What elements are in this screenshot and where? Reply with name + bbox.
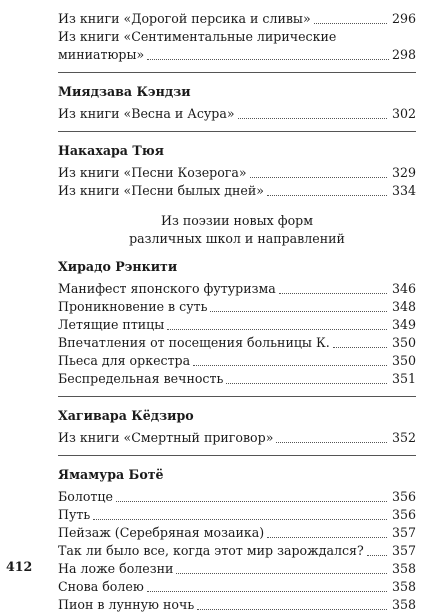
dot-leader [238,118,387,119]
toc-entry-title: Из книги «Песни былых дней» [58,183,264,198]
dot-leader [210,311,387,312]
page-number: 412 [6,559,33,574]
dot-leader [367,555,387,556]
dot-leader [226,383,387,384]
toc-entry [58,182,416,200]
toc-entry-page: 296 [391,11,416,26]
toc-entry-title: Манифест японского футуризма [58,281,276,296]
section-heading-line1: Из поэзии новых форм [160,213,314,228]
toc-entry-title: На ложе болезни [58,561,174,576]
divider [58,455,416,456]
toc-entry-page: 334 [391,183,416,198]
toc-entry-title: Проникновение в суть [58,299,208,314]
toc-entry-page: 356 [391,507,416,522]
toc-entry-page: 358 [391,561,416,576]
dot-leader [279,293,387,294]
divider [58,131,416,132]
toc-entry [58,370,416,388]
toc-entry [58,596,416,614]
toc-entry-page: 346 [391,281,416,296]
toc-entry [58,10,416,28]
divider [58,396,416,397]
author-heading: Накахара Тюя [58,143,164,158]
toc-entry-title: Из книги «Смертный приговор» [58,430,274,445]
toc-entry-page: 358 [391,597,416,612]
dot-leader [193,365,387,366]
toc-entry-page: 350 [391,335,416,350]
dot-leader [147,591,387,592]
toc-entry [58,506,416,524]
author-heading: Ямамура Ботё [58,467,164,482]
toc-entry-page: 350 [391,353,416,368]
toc-entry-title: Впечатления от посещения больницы К. [58,335,330,350]
toc-entry-page: 352 [391,430,416,445]
toc-entry [58,429,416,447]
toc-entry [58,352,416,370]
dot-leader [176,573,387,574]
toc-entry-title-line2: миниатюры» [58,47,145,62]
author-heading: Хагивара Кёдзиро [58,408,194,423]
toc-entry [58,578,416,596]
toc-entry [58,46,416,64]
toc-entry-page: 357 [391,525,416,540]
toc-entry-page: 351 [391,371,416,386]
toc-entry [58,164,416,182]
dot-leader [267,537,387,538]
toc-entry [58,488,416,506]
toc-entry-title: Так ли было все, когда этот мир зарождался? [58,543,364,558]
section-heading [58,212,416,248]
toc-entry-page: 329 [391,165,416,180]
dot-leader [333,347,387,348]
divider [58,72,416,73]
toc-entry-title: Летящие птицы [58,317,165,332]
toc-entry-page: 358 [391,579,416,594]
toc-entry [58,560,416,578]
dot-leader [197,609,387,610]
toc-entry-title: Из книги «Дорогой персика и сливы» [58,11,311,26]
author-heading: Миядзава Кэндзи [58,84,191,99]
author-heading: Хирадо Рэнкити [58,259,178,274]
toc-entry-title: Пион в лунную ночь [58,597,195,612]
toc-entry-title: Путь [58,507,91,522]
toc-entry [58,298,416,316]
toc-entry-title: Из книги «Песни Козерога» [58,165,247,180]
dot-leader [147,59,389,60]
toc-entry-page: 298 [391,47,416,62]
toc-entry [58,334,416,352]
toc-entry [58,316,416,334]
toc-entry-title: Из книги «Весна и Асура» [58,106,235,121]
dot-leader [314,23,387,24]
toc-entry-title: Болотце [58,489,113,504]
toc-entry [58,280,416,298]
toc-entry [58,524,416,542]
section-heading-line2: различных школ и направлений [129,231,345,246]
toc-entry-title-line1: Из книги «Сентиментальные лирические [58,29,337,44]
toc-entry-page: 356 [391,489,416,504]
toc-entry-page: 302 [391,106,416,121]
dot-leader [167,329,387,330]
toc-entry-title: Беспредельная вечность [58,371,224,386]
toc-entry-title: Пейзаж (Серебряная мозаика) [58,525,265,540]
toc-entry-page: 348 [391,299,416,314]
toc-entry-title: Пьеса для оркестра [58,353,191,368]
toc-entry [58,542,416,560]
dot-leader [116,501,387,502]
table-of-contents [58,10,416,614]
toc-entry-page: 357 [391,543,416,558]
dot-leader [93,519,387,520]
toc-entry [58,105,416,123]
dot-leader [267,195,387,196]
dot-leader [276,442,387,443]
toc-entry-page: 349 [391,317,416,332]
dot-leader [250,177,387,178]
toc-entry-title: Снова болею [58,579,144,594]
